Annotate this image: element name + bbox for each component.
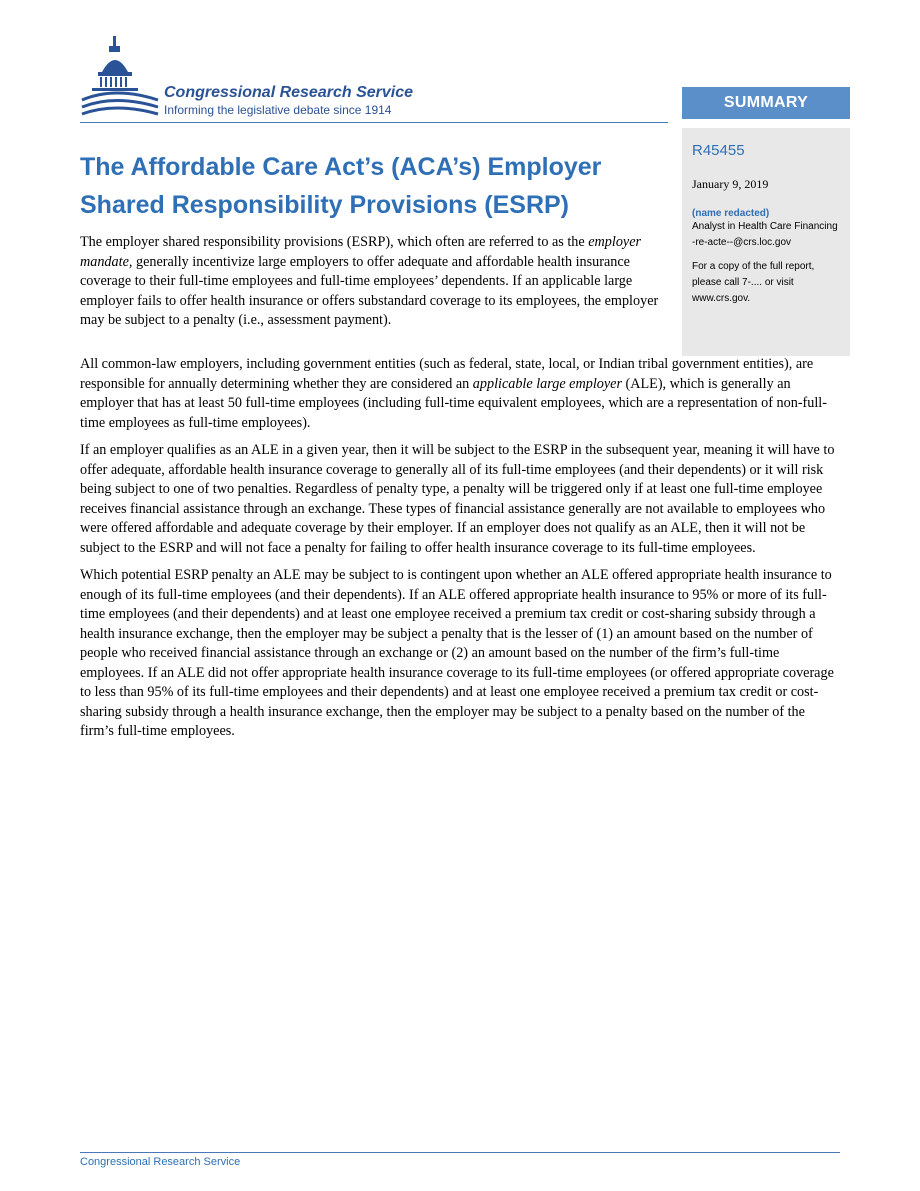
footer-org-name: Congressional Research Service <box>80 1156 241 1168</box>
report-date: January 9, 2019 <box>692 177 769 191</box>
paragraph-penalties: Which potential ESRP penalty an ALE may be subject to is contingent upon whether an ALE offered appropriate health insurance to enough of its full-time employees (and their dependents). If an ALE offered appropriate health insurance to 95% or more of its full-time employees (and their dependents) and at least one employee received a premium tax credit or cost-sharing subsidy through a health insurance exchange, then the employer may be subject a penalty that is the lesser of (1) an amount based on the number of people who received financial assistance through an exchange or (2) an amount based on the number of the firm’s full-time employees. If an ALE did not offer appropriate health insurance coverage to its full-time employees (or offered appropriate coverage to less than 95% of its full-time employees and their dependents) and at least one employee received a premium tax credit or cost-sharing subsidy through a health insurance exchange, then the employer may be subject to a penalty based on the number of the firm’s full-time employees. <box>80 567 834 739</box>
org-tagline: Informing the legislative debate since 1914 <box>164 103 392 117</box>
paragraph-text: All common-law employers, including government entities (such as federal, state, local, or Indian tribal government entities), are responsible for annually determining whether they are considered an <box>80 356 814 392</box>
emphasis-term: applicable large employer <box>472 375 622 392</box>
org-name: Congressional Research Service <box>164 84 414 101</box>
body-text <box>80 355 840 742</box>
footer-divider <box>80 1152 840 1153</box>
emphasis-term: employer mandate <box>80 234 642 270</box>
paragraph-ale <box>80 355 840 433</box>
paragraph-text: , generally incentivize large employers to offer adequate and affordable health insurance coverage to their full-time employees and full-time employees’ dependents. If an applicable large employer fails to offer health insurance or offers substandard coverage to its employees, the employer may be subject to a penalty (i.e., assessment payment). <box>80 253 659 328</box>
paragraph-text: The employer shared responsibility provisions (ESRP), which often are referred to as the <box>80 234 589 250</box>
page-title: The Affordable Care Act’s (ACA’s) Employer Shared Responsibility Provisions (ESRP) <box>80 153 602 219</box>
copy-note: For a copy of the full report, please call 7-.... or visit www.crs.gov. <box>692 261 815 304</box>
author-email[interactable]: -re-acte--@crs.loc.gov <box>692 237 792 248</box>
author-title: Analyst in Health Care Financing <box>692 221 838 232</box>
report-id: R45455 <box>692 142 745 159</box>
summary-tab: SUMMARY <box>682 87 850 119</box>
paragraph-qualification: If an employer qualifies as an ALE in a given year, then it will be subject to the ESRP in the subsequent year, meaning it will have to offer adequate, affordable health insurance coverage to generally all of its full-time employees (and their dependents) or it will risk being subject to one of two penalties. Regardless of penalty type, a penalty will be triggered only if at least one full-time employee receives financial assistance through an exchange. These types of financial assistance generally are not available to employees who were offered affordable and adequate coverage by their employer. If an employer does not qualify as an ALE, then it will not be subject to the ESRP and will not face a penalty for failing to offer health insurance coverage to its full-time employees. <box>80 442 835 556</box>
paragraph-intro <box>80 233 672 331</box>
capitol-dome-icon <box>80 34 160 124</box>
author-name: (name redacted) <box>692 208 770 219</box>
crs-logo <box>80 34 480 124</box>
header-divider <box>80 122 668 123</box>
paragraph-text: (ALE), which is generally an employer that has at least 50 full-time employees (including full-time equivalent employees, which are a representation of non-full-time employees as full-time employees). <box>80 375 827 431</box>
summary-sidebar <box>682 128 850 356</box>
